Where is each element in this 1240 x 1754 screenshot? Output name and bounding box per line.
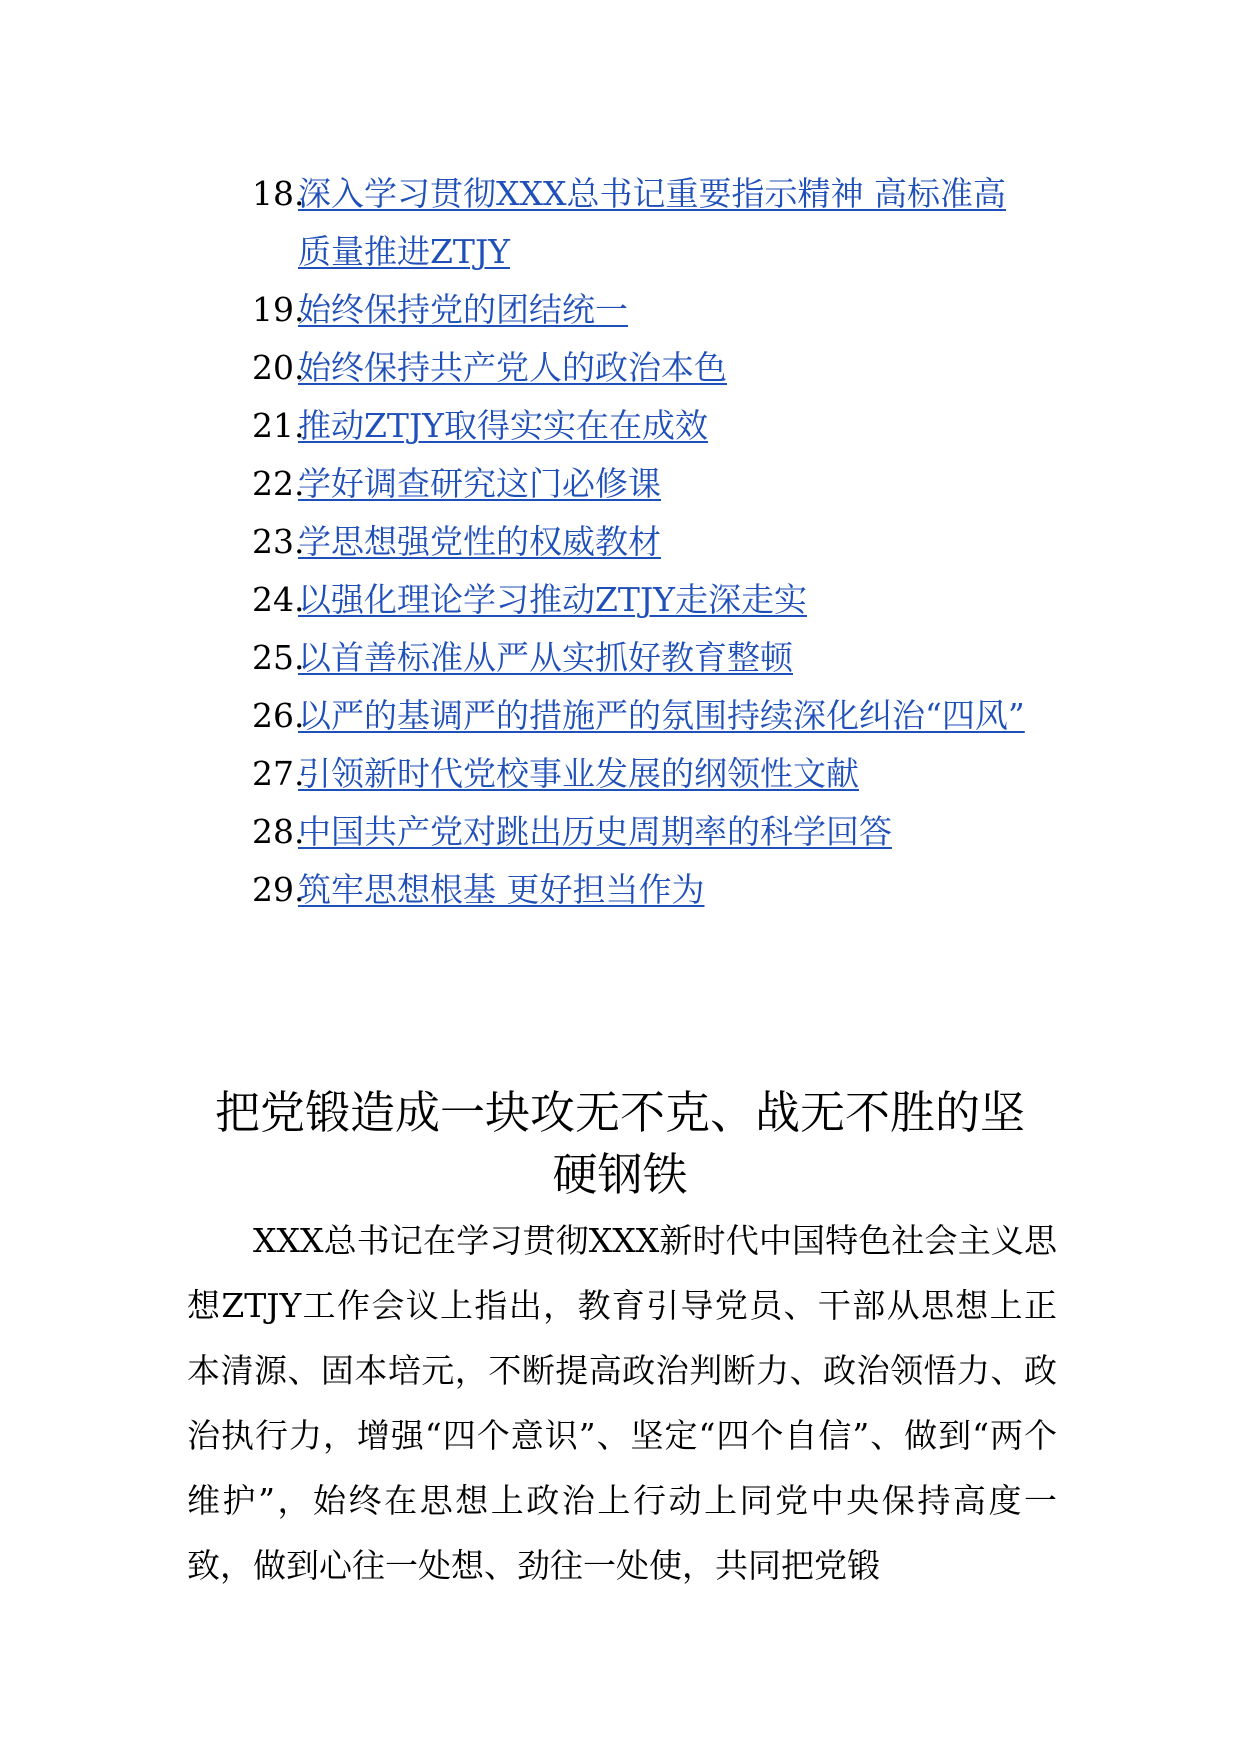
toc-item (252, 687, 1052, 745)
toc-item (252, 571, 1052, 629)
toc-item-link[interactable]: 以强化理论学习推动ZTJY走深走实 (298, 580, 807, 619)
toc-item-link[interactable]: 学好调查研究这门必修课 (298, 464, 661, 503)
article-title: 把党锻造成一块攻无不克、战无不胜的坚硬钢铁 (214, 1086, 1025, 1201)
toc-item-link[interactable]: 始终保持共产党人的政治本色 (298, 348, 727, 387)
toc-item-number: 25. (252, 638, 305, 677)
toc-item-link[interactable]: 筑牢思想根基 更好担当作为 (298, 870, 705, 909)
toc-item (252, 861, 1052, 919)
toc-item (252, 165, 1052, 281)
toc-item-link[interactable]: 学思想强党性的权威教材 (298, 522, 661, 561)
table-of-contents (252, 165, 1052, 919)
toc-item-number: 18. (252, 174, 305, 213)
article-body-paragraph: XXX总书记在学习贯彻XXX新时代中国特色社会主义思想ZTJY工作会议上指出，教育引导党员、干部从思想上正本清源、固本培元，不断提高政治判断力、政治领悟力、政治执行力，增强“四个意识”、坚定“四个自信”、做到“两个维护”，始终在思想上政治上行动上同党中央保持高度一致，做到心往一处想、劲往一处使，共同把党锻 (187, 1221, 1057, 1585)
toc-item-number: 22. (252, 464, 305, 503)
toc-item-number: 28. (252, 812, 305, 851)
toc-item-link[interactable]: 以首善标准从严从实抓好教育整顿 (298, 638, 793, 677)
toc-item-link[interactable]: 推动ZTJY取得实实在在成效 (298, 406, 708, 445)
toc-item (252, 629, 1052, 687)
toc-item-number: 29. (252, 870, 305, 909)
toc-item-link[interactable]: 以严的基调严的措施严的氛围持续深化纠治“四风” (298, 696, 1025, 735)
toc-item-link[interactable]: 引领新时代党校事业发展的纲领性文献 (298, 754, 859, 793)
toc-item-number: 20. (252, 348, 305, 387)
toc-item (252, 339, 1052, 397)
toc-item-link[interactable]: 始终保持党的团结统一 (298, 290, 628, 329)
toc-item (252, 397, 1052, 455)
toc-item (252, 455, 1052, 513)
toc-item-number: 24. (252, 580, 305, 619)
toc-item (252, 745, 1052, 803)
toc-item-number: 19. (252, 290, 305, 329)
toc-item (252, 513, 1052, 571)
toc-item-link[interactable]: 深入学习贯彻XXX总书记重要指示精神 高标准高质量推进ZTJY (298, 174, 1006, 271)
toc-item-number: 26. (252, 696, 305, 735)
toc-item-link[interactable]: 中国共产党对跳出历史周期率的科学回答 (298, 812, 892, 851)
toc-item-number: 23. (252, 522, 305, 561)
toc-item (252, 281, 1052, 339)
toc-item-number: 27. (252, 754, 305, 793)
toc-item (252, 803, 1052, 861)
toc-item-number: 21. (252, 406, 305, 445)
